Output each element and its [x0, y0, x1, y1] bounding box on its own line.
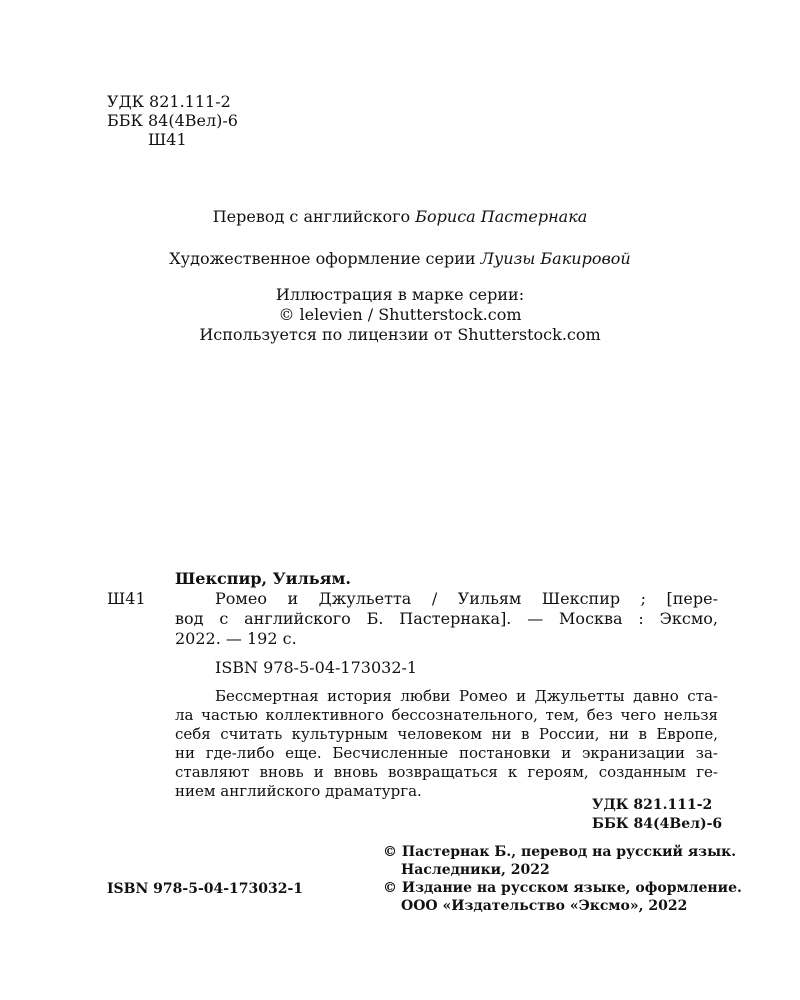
designer-name: Луизы Бакировой [480, 249, 631, 268]
bibliography-isbn: ISBN 978-5-04-173032-1 [215, 658, 418, 677]
design-prefix: Художественное оформление серии [169, 249, 481, 268]
design-credit [0, 249, 800, 269]
udk-code-top: УДК 821.111-2 [107, 92, 231, 111]
annotation-line: себя считать культурным человеком ни в России, ни в Европе, [175, 725, 718, 743]
author-mark-top: Ш41 [148, 130, 187, 149]
bbk-code-top: ББК 84(4Вел)-6 [107, 111, 238, 130]
copyright-line: © Пастернак Б., перевод на русский язык. [383, 844, 737, 860]
translation-credit [0, 207, 800, 227]
annotation-udk-code: УДК 821.111-2 [592, 797, 713, 813]
translation-prefix: Перевод с английского [212, 207, 416, 226]
bibliography-entry-line: Ромео и Джульетта / Уильям Шекспир ; [пере- [215, 589, 718, 608]
annotation-last-line: нием английского драматурга. [175, 782, 422, 800]
bibliography-author-mark: Ш41 [107, 589, 146, 608]
annotation-line: ставляют вновь и вновь возвращаться к героям, созданным ге- [175, 763, 718, 781]
copyright-line: Наследники, 2022 [401, 862, 550, 878]
annotation-line: Бессмертная история любви Ромео и Джульетты давно ста- [215, 687, 718, 705]
annotation-bbk-code: ББК 84(4Вел)-6 [592, 816, 723, 832]
copyright-line: © Издание на русском языке, оформление. [383, 880, 742, 896]
license-note: Используется по лицензии от Shutterstock.com [199, 325, 601, 344]
translator-name: Бориса Пастернака [415, 207, 588, 226]
illustration-label: Иллюстрация в марке серии: [275, 285, 525, 304]
bibliography-author-heading: Шекспир, Уильям. [175, 569, 351, 588]
annotation-line: ни где-либо еще. Бесчисленные постановки и экранизации за- [175, 744, 718, 762]
bibliography-entry-line: вод с английского Б. Пастернака]. — Москва : Эксмо, [175, 609, 718, 628]
illustration-credit: © lelevien / Shutterstock.com [278, 305, 522, 324]
bibliography-entry-last-line: 2022. — 192 с. [175, 629, 297, 648]
copyright-line: ООО «Издательство «Эксмо», 2022 [401, 898, 688, 914]
annotation-line: ла частью коллективного бессознательного, тем, без чего нельзя [175, 706, 718, 724]
footer-isbn: ISBN 978-5-04-173032-1 [107, 881, 304, 897]
